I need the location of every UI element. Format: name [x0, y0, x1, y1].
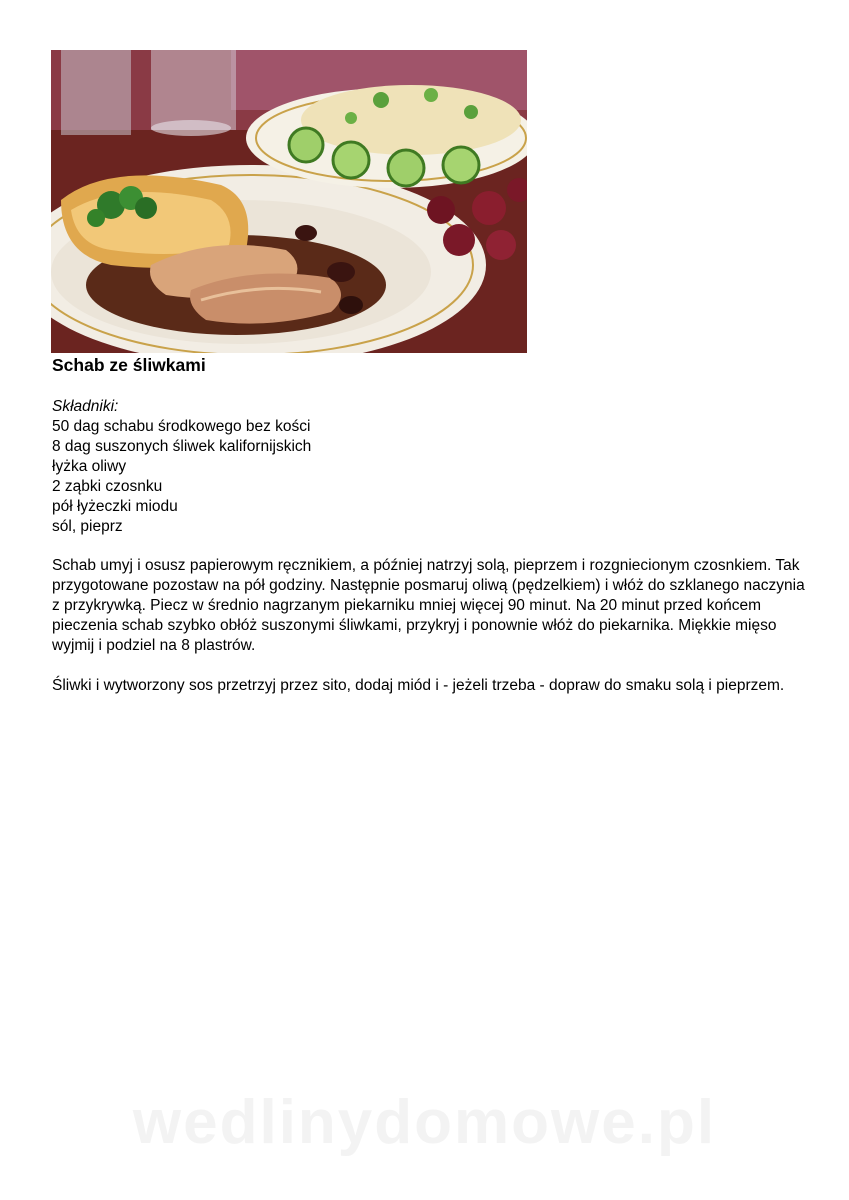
ingredient-item: 50 dag schabu środkowego bez kości	[52, 418, 311, 435]
instructions-paragraph: Schab umyj i osusz papierowym ręcznikiem, a później natrzyj solą, pieprzem i rozgniecionym czosnkiem. Tak przygotowane pozostaw na pół godziny. Następnie posmaruj oliwą (pędzelkiem) i włóż do szklanego naczynia z przykrywką. Piecz w średnio nagrzanym piekarniku mniej więcej 90 minut. Na 20 minut przed końcem pieczenia schab szybko obłóż suszonymi śliwkami, przykryj i ponownie włóż do piekarnika. Miękkie mięso wyjmij i podziel na 8 plastrów.	[52, 557, 805, 654]
ingredient-item: pół łyżeczki miodu	[52, 498, 178, 515]
ingredient-item: 2 ząbki czosnku	[52, 478, 163, 495]
ingredients-heading: Składniki:	[52, 398, 119, 415]
ingredient-item: łyżka oliwy	[52, 458, 127, 475]
ingredients-list	[52, 397, 311, 537]
recipe-photo-illustration	[51, 50, 527, 353]
recipe-photo	[51, 50, 527, 353]
ingredient-item: 8 dag suszonych śliwek kalifornijskich	[52, 438, 312, 455]
recipe-title: Schab ze śliwkami	[52, 355, 206, 375]
watermark: wedlinydomowe.pl	[132, 1088, 717, 1157]
instructions-paragraph: Śliwki i wytworzony sos przetrzyj przez sito, dodaj miód i - jeżeli trzeba - dopraw do smaku solą i pieprzem.	[52, 677, 785, 694]
ingredient-item: sól, pieprz	[52, 518, 123, 535]
